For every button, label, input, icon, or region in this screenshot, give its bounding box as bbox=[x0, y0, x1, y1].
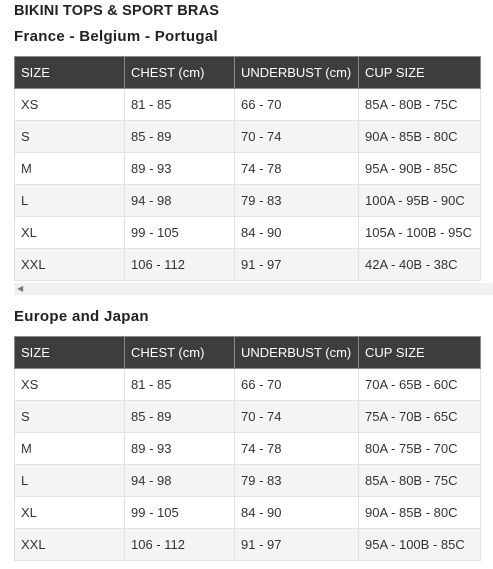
cell-underbust: 66 - 70 bbox=[235, 89, 359, 121]
column-header-underbust: UNDERBUST (cm) bbox=[235, 57, 359, 89]
cell-underbust: 74 - 78 bbox=[235, 153, 359, 185]
table-row bbox=[15, 401, 481, 433]
cell-chest: 89 - 93 bbox=[125, 433, 235, 465]
table-row bbox=[15, 121, 481, 153]
cell-size: S bbox=[15, 121, 125, 153]
table-header-row bbox=[15, 57, 481, 89]
cell-size: M bbox=[15, 153, 125, 185]
cell-size: XL bbox=[15, 217, 125, 249]
cell-cup-size: 80A - 75B - 70C bbox=[359, 433, 481, 465]
cell-underbust: 91 - 97 bbox=[235, 249, 359, 281]
section-title-europe-japan: Europe and Japan bbox=[14, 308, 149, 325]
cell-size: L bbox=[15, 465, 125, 497]
table-row bbox=[15, 89, 481, 121]
cell-underbust: 66 - 70 bbox=[235, 369, 359, 401]
cell-cup-size: 105A - 100B - 95C bbox=[359, 217, 481, 249]
column-header-size: SIZE bbox=[15, 337, 125, 369]
cell-chest: 85 - 89 bbox=[125, 401, 235, 433]
column-header-cup-size: CUP SIZE bbox=[359, 57, 481, 89]
scroll-left-arrow-icon[interactable]: ◀ bbox=[17, 284, 24, 293]
cell-chest: 81 - 85 bbox=[125, 369, 235, 401]
size-table-container-france-belgium-portugal bbox=[14, 56, 493, 296]
cell-underbust: 84 - 90 bbox=[235, 497, 359, 529]
cell-chest: 106 - 112 bbox=[125, 249, 235, 281]
cell-size: XS bbox=[15, 89, 125, 121]
cell-size: XL bbox=[15, 497, 125, 529]
table-row bbox=[15, 529, 481, 561]
cell-chest: 99 - 105 bbox=[125, 217, 235, 249]
cell-chest: 106 - 112 bbox=[125, 529, 235, 561]
cell-chest: 94 - 98 bbox=[125, 185, 235, 217]
cell-size: M bbox=[15, 433, 125, 465]
cell-cup-size: 42A - 40B - 38C bbox=[359, 249, 481, 281]
column-header-chest: CHEST (cm) bbox=[125, 337, 235, 369]
cell-cup-size: 90A - 85B - 80C bbox=[359, 121, 481, 153]
table-row bbox=[15, 217, 481, 249]
page-title: BIKINI TOPS & SPORT BRAS bbox=[14, 3, 220, 19]
cell-underbust: 74 - 78 bbox=[235, 433, 359, 465]
cell-cup-size: 95A - 100B - 85C bbox=[359, 529, 481, 561]
table-header-row bbox=[15, 337, 481, 369]
column-header-size: SIZE bbox=[15, 57, 125, 89]
cell-size: XXL bbox=[15, 249, 125, 281]
cell-underbust: 91 - 97 bbox=[235, 529, 359, 561]
cell-underbust: 79 - 83 bbox=[235, 185, 359, 217]
size-table-europe-japan bbox=[14, 336, 481, 561]
cell-underbust: 70 - 74 bbox=[235, 401, 359, 433]
table-row bbox=[15, 465, 481, 497]
section-title-france-belgium-portugal: France - Belgium - Portugal bbox=[14, 28, 218, 45]
table-row bbox=[15, 497, 481, 529]
cell-chest: 89 - 93 bbox=[125, 153, 235, 185]
table-row bbox=[15, 433, 481, 465]
cell-size: S bbox=[15, 401, 125, 433]
cell-cup-size: 85A - 80B - 75C bbox=[359, 89, 481, 121]
table-row bbox=[15, 153, 481, 185]
cell-underbust: 70 - 74 bbox=[235, 121, 359, 153]
size-table-france-belgium-portugal bbox=[14, 56, 481, 281]
cell-cup-size: 100A - 95B - 90C bbox=[359, 185, 481, 217]
table-row bbox=[15, 249, 481, 281]
cell-cup-size: 85A - 80B - 75C bbox=[359, 465, 481, 497]
table-row bbox=[15, 185, 481, 217]
cell-underbust: 84 - 90 bbox=[235, 217, 359, 249]
size-table-container-europe-japan bbox=[14, 336, 493, 569]
cell-chest: 99 - 105 bbox=[125, 497, 235, 529]
table-row bbox=[15, 369, 481, 401]
column-header-cup-size: CUP SIZE bbox=[359, 337, 481, 369]
cell-chest: 81 - 85 bbox=[125, 89, 235, 121]
cell-cup-size: 75A - 70B - 65C bbox=[359, 401, 481, 433]
column-header-chest: CHEST (cm) bbox=[125, 57, 235, 89]
cell-chest: 85 - 89 bbox=[125, 121, 235, 153]
cell-chest: 94 - 98 bbox=[125, 465, 235, 497]
cell-underbust: 79 - 83 bbox=[235, 465, 359, 497]
cell-cup-size: 95A - 90B - 85C bbox=[359, 153, 481, 185]
cell-size: XXL bbox=[15, 529, 125, 561]
cell-size: XS bbox=[15, 369, 125, 401]
cell-cup-size: 90A - 85B - 80C bbox=[359, 497, 481, 529]
horizontal-scrollbar[interactable] bbox=[14, 283, 493, 295]
column-header-underbust: UNDERBUST (cm) bbox=[235, 337, 359, 369]
cell-cup-size: 70A - 65B - 60C bbox=[359, 369, 481, 401]
cell-size: L bbox=[15, 185, 125, 217]
